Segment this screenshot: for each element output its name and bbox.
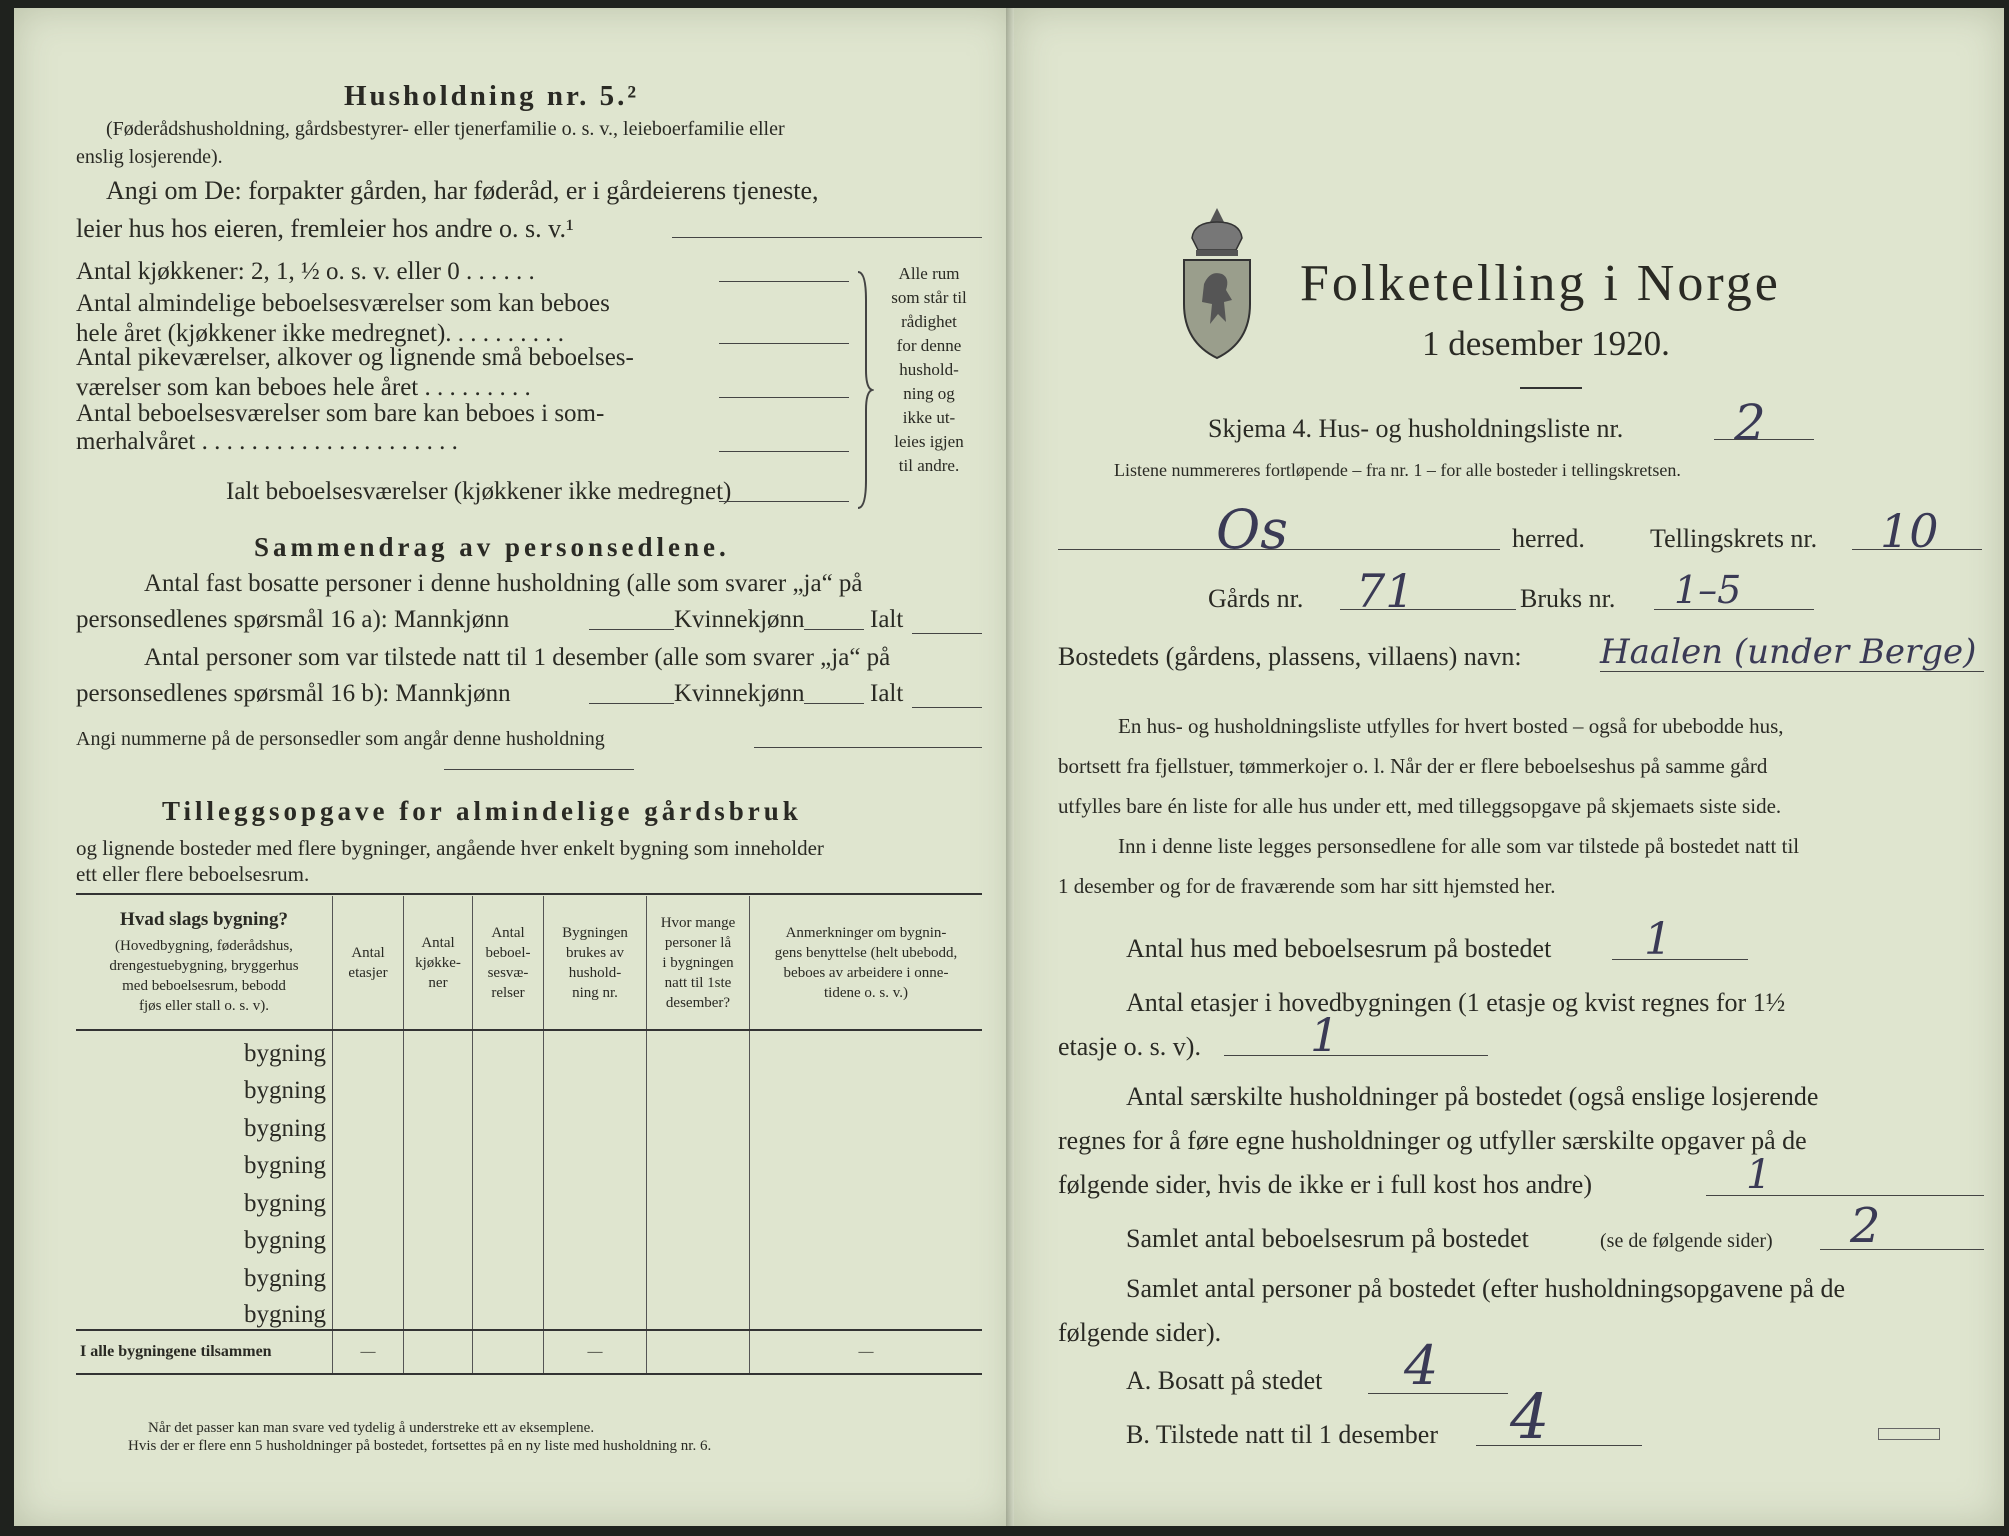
col-header-line: Hvor mange xyxy=(660,914,736,931)
side-note-line: for denne xyxy=(896,336,962,355)
building-persons-cell[interactable] xyxy=(647,1180,750,1218)
instruction-5: 1 desember og for de fraværende som har sitt hjemsted her. xyxy=(1058,874,1556,898)
col-building-desc: med beboelsesrum, bebodd xyxy=(122,977,286,994)
building-type-cell[interactable] xyxy=(76,1218,333,1256)
building-row-label: bygning xyxy=(244,1152,326,1179)
col-header-line: tidene o. s. v.) xyxy=(823,984,908,1001)
floors-line-2: etasje o. s. v). xyxy=(1058,1032,1201,1061)
col-remarks-header xyxy=(750,896,983,1030)
side-note-line: leies igjen xyxy=(894,432,964,451)
building-remarks-cell[interactable] xyxy=(750,1293,983,1331)
building-floors-cell[interactable] xyxy=(333,1180,404,1218)
footnote-1: Når det passer kan man svare ved tydelig å understreke ett av eksemplene. xyxy=(148,1420,595,1436)
households-line xyxy=(1706,1194,1984,1196)
general-rooms-label-1: Antal almindelige beboelsesværelser som kan beboes xyxy=(76,290,610,317)
instruction-2: bortsett fra fjellstuer, tømmerkojer o. l. Når der er flere beboelseshus på samme gård xyxy=(1058,754,1768,778)
building-type-cell[interactable] xyxy=(76,1293,333,1331)
fast-female-label: Kvinnekjønn xyxy=(674,606,805,633)
building-floors-cell[interactable] xyxy=(333,1105,404,1143)
building-kitchens-cell[interactable] xyxy=(404,1068,473,1106)
building-floors-cell[interactable] xyxy=(333,1293,404,1331)
bosatt-line xyxy=(1368,1392,1508,1394)
building-type-cell[interactable] xyxy=(76,1105,333,1143)
tilstede-line xyxy=(1476,1444,1642,1446)
fast-male-line[interactable] xyxy=(589,628,674,630)
building-rooms-cell[interactable] xyxy=(473,1255,544,1293)
col-header-line: ning nr. xyxy=(572,984,618,1001)
building-persons-cell[interactable] xyxy=(647,1255,750,1293)
general-rooms-answer-line[interactable] xyxy=(719,342,849,344)
side-note-line: ikke ut- xyxy=(902,408,956,427)
side-note-line: som står til xyxy=(891,288,967,307)
col-rooms-header xyxy=(473,896,544,1030)
col-header-line: Antal xyxy=(421,934,455,951)
col-persons-header xyxy=(647,896,750,1030)
building-used-cell[interactable] xyxy=(544,1218,647,1256)
instruction-3: utfylles bare én liste for alle hus under ett, med tilleggsopgave på skjemaets siste side. xyxy=(1058,794,1782,818)
household-title: Husholdning nr. 5.² xyxy=(344,80,640,112)
col-building-title: Hvad slags bygning? xyxy=(120,908,288,930)
col-header-line: i bygningen xyxy=(662,954,734,971)
present-total-line[interactable] xyxy=(912,706,982,708)
building-rooms-cell[interactable] xyxy=(473,1068,544,1106)
building-used-cell[interactable] xyxy=(544,1143,647,1181)
building-floors-cell[interactable] xyxy=(333,1030,404,1068)
census-date: 1 desember 1920. xyxy=(1422,324,1670,363)
col-floors-header xyxy=(333,896,404,1030)
maid-rooms-answer-line[interactable] xyxy=(719,396,849,398)
building-row-label: bygning xyxy=(244,1301,326,1328)
krets-line xyxy=(1852,548,1982,550)
building-type-cell[interactable] xyxy=(76,1180,333,1218)
instruction-1: En hus- og husholdningsliste utfylles for hvert bosted – også for ubebodde hus, xyxy=(1118,714,1784,738)
present-line-2: personsedlenes spørsmål 16 b): Mannkjønn xyxy=(76,680,511,707)
building-used-cell[interactable] xyxy=(544,1180,647,1218)
footnote-2: Hvis der er flere enn 5 husholdninger på bostedet, fortsettes på en ny liste med husholdning nr. 6. xyxy=(128,1438,712,1454)
herred-label: herred. xyxy=(1512,524,1585,553)
table-row xyxy=(76,1255,982,1293)
building-rooms-cell[interactable] xyxy=(473,1105,544,1143)
krets-label: Tellingskrets nr. xyxy=(1650,524,1818,553)
table-top-rule xyxy=(76,892,982,895)
rooms-total-line xyxy=(1820,1248,1984,1250)
side-note-line: ning og xyxy=(903,384,955,403)
bruks-label: Bruks nr. xyxy=(1520,584,1616,613)
col-header-line: beboel- xyxy=(485,944,531,961)
total-kitchens-cell[interactable] xyxy=(404,1330,473,1374)
col-header-line: Anmerkninger om bygnin- xyxy=(785,924,947,941)
coat-of-arms-icon xyxy=(1174,204,1260,364)
gards-value[interactable]: 71 xyxy=(1356,564,1415,618)
instruction-4: Inn i denne liste legges personsedlene for alle som var tilstede på bostedet natt til xyxy=(1118,834,1800,858)
farm-title: Tilleggsopgave for almindelige gårdsbruk xyxy=(162,796,802,826)
building-persons-cell[interactable] xyxy=(647,1105,750,1143)
buildings-table xyxy=(76,896,982,1375)
krets-value[interactable]: 10 xyxy=(1880,504,1939,558)
total-rooms-answer-line[interactable] xyxy=(719,500,849,502)
herred-value[interactable]: Os xyxy=(1216,498,1288,561)
rooms-total-value[interactable]: 2 xyxy=(1850,1198,1881,1254)
fast-line-1: Antal fast bosatte personer i denne husholdning (alle som svarer „ja“ på xyxy=(144,570,863,597)
building-used-cell[interactable] xyxy=(544,1293,647,1331)
building-rooms-cell[interactable] xyxy=(473,1218,544,1256)
building-kitchens-cell[interactable] xyxy=(404,1293,473,1331)
col-header-line: sesvæ- xyxy=(487,964,529,981)
household-note-2: enslig losjerende). xyxy=(76,146,223,168)
fast-total-line[interactable] xyxy=(912,632,982,634)
building-used-cell[interactable] xyxy=(544,1255,647,1293)
kitchens-answer-line[interactable] xyxy=(719,280,849,282)
bruks-value[interactable]: 1–5 xyxy=(1674,568,1742,612)
fast-female-line[interactable] xyxy=(804,628,864,630)
building-kitchens-cell[interactable] xyxy=(404,1143,473,1181)
total-floors-cell[interactable]: — xyxy=(333,1330,404,1374)
building-persons-cell[interactable] xyxy=(647,1218,750,1256)
farm-subtitle-2: ett eller flere beboelsesrum. xyxy=(76,862,310,886)
building-type-cell[interactable] xyxy=(76,1255,333,1293)
rooms-total-note: (se de følgende sider) xyxy=(1600,1230,1773,1252)
building-persons-cell[interactable] xyxy=(647,1030,750,1068)
col-header-line: Antal xyxy=(491,924,525,941)
houses-label: Antal hus med beboelsesrum på bostedet xyxy=(1126,934,1552,963)
building-kitchens-cell[interactable] xyxy=(404,1255,473,1293)
buildings-table-body xyxy=(76,1030,982,1330)
households-value[interactable]: 1 xyxy=(1746,1152,1772,1198)
side-note-line: hushold- xyxy=(899,360,959,379)
angi-line-1: Angi om De: forpakter gården, har føderåd, er i gårdeierens tjeneste, xyxy=(106,176,819,205)
building-row-label: bygning xyxy=(244,1227,326,1254)
building-used-cell[interactable] xyxy=(544,1105,647,1143)
building-row-label: bygning xyxy=(244,1264,326,1292)
building-row-label: bygning xyxy=(244,1039,326,1067)
kitchens-label: Antal kjøkkener: 2, 1, ½ o. s. v. eller 0 . . . . . . xyxy=(76,258,535,285)
building-used-cell[interactable] xyxy=(544,1068,647,1106)
table-row xyxy=(76,1068,982,1106)
building-row-label: bygning xyxy=(244,1077,326,1104)
building-remarks-cell[interactable] xyxy=(750,1068,983,1106)
building-type-cell[interactable] xyxy=(76,1030,333,1068)
summer-rooms-label-2: merhalvåret . . . . . . . . . . . . . . . . . . . . . xyxy=(76,428,458,455)
table-row xyxy=(76,1293,982,1331)
households-line-2: regnes for å føre egne husholdninger og utfyller særskilte opgaver på de xyxy=(1058,1126,1807,1155)
right-page xyxy=(1014,8,2004,1526)
col-header-line: desember? xyxy=(665,994,731,1011)
summer-rooms-answer-line[interactable] xyxy=(719,450,849,452)
total-rooms-cell[interactable] xyxy=(473,1330,544,1374)
bosatt-label: A. Bosatt på stedet xyxy=(1126,1366,1323,1395)
bosatt-value[interactable]: 4 xyxy=(1404,1334,1439,1397)
building-remarks-cell[interactable] xyxy=(750,1218,983,1256)
rooms-total-label: Samlet antal beboelsesrum på bostedet xyxy=(1126,1224,1529,1253)
fast-line-2: personsedlenes spørsmål 16 a): Mannkjønn xyxy=(76,606,510,633)
col-kitchens-header xyxy=(404,896,473,1030)
bosted-line xyxy=(1600,670,1984,672)
total-used-cell[interactable]: — xyxy=(544,1330,647,1374)
tilstede-label: B. Tilstede natt til 1 desember xyxy=(1126,1420,1438,1449)
households-line-1: Antal særskilte husholdninger på bostedet (også enslige losjerende xyxy=(1126,1082,1819,1111)
fast-total-label: Ialt xyxy=(870,606,904,633)
gards-line xyxy=(1340,608,1516,610)
col-building-desc: fjøs eller stall o. s. v). xyxy=(139,997,269,1014)
side-note-line: Alle rum xyxy=(898,264,960,283)
col-header-line: hushold- xyxy=(568,964,622,981)
persons-line-2: følgende sider). xyxy=(1058,1318,1222,1347)
floors-value[interactable]: 1 xyxy=(1310,1008,1340,1062)
floors-line-1: Antal etasjer i hovedbygningen (1 etasje og kvist regnes for 1½ xyxy=(1126,988,1786,1017)
persons-line-1: Samlet antal personer på bostedet (efter husholdningsopgavene på de xyxy=(1126,1274,1846,1303)
side-note-line: til andre. xyxy=(898,456,960,475)
building-rooms-cell[interactable] xyxy=(473,1030,544,1068)
table-row xyxy=(76,1218,982,1256)
col-header-line: relser xyxy=(491,984,525,1001)
building-floors-cell[interactable] xyxy=(333,1143,404,1181)
table-total-row xyxy=(76,1330,982,1374)
table-header-row xyxy=(76,896,982,1030)
angi-answer-line[interactable] xyxy=(672,236,982,238)
col-header-line: brukes av xyxy=(566,944,624,961)
left-page xyxy=(14,8,1014,1526)
skjema-value[interactable]: 2 xyxy=(1734,394,1766,452)
col-header-line: Antal xyxy=(351,944,385,961)
table-row xyxy=(76,1143,982,1181)
tilstede-value[interactable]: 4 xyxy=(1510,1380,1550,1453)
building-kitchens-cell[interactable] xyxy=(404,1105,473,1143)
building-row-label: bygning xyxy=(244,1114,326,1142)
households-line-3: følgende sider, hvis de ikke er i full kost hos andre) xyxy=(1058,1170,1592,1199)
col-building-desc: drengestuebygning, bryggerhus xyxy=(109,957,299,974)
skjema-label: Skjema 4. Hus- og husholdningsliste nr. xyxy=(1208,414,1624,443)
col-header-line: etasjer xyxy=(348,964,388,981)
building-floors-cell[interactable] xyxy=(333,1255,404,1293)
col-header-line: ner xyxy=(428,974,448,991)
total-row-label: I alle bygningene tilsammen xyxy=(76,1330,333,1374)
col-used-header xyxy=(544,896,647,1030)
table-row xyxy=(76,1105,982,1143)
col-building-desc: (Hovedbygning, føderådshus, xyxy=(115,937,293,954)
col-header-line: Bygningen xyxy=(562,924,628,941)
building-rooms-cell[interactable] xyxy=(473,1293,544,1331)
col-header-line: gens benyttelse (helt ubebodd, xyxy=(774,944,958,961)
building-remarks-cell[interactable] xyxy=(750,1180,983,1218)
summer-rooms-label-1: Antal beboelsesværelser som bare kan beboes i som- xyxy=(76,400,605,427)
present-line-1: Antal personer som var tilstede natt til 1 desember (alle som svarer „ja“ på xyxy=(144,644,891,671)
maid-rooms-label-1: Antal pikeværelser, alkover og lignende små beboelses- xyxy=(76,344,634,371)
building-rooms-cell[interactable] xyxy=(473,1180,544,1218)
section-divider xyxy=(444,768,634,770)
building-type-cell[interactable] xyxy=(76,1143,333,1181)
building-persons-cell[interactable] xyxy=(647,1293,750,1331)
table-row xyxy=(76,1180,982,1218)
col-header-line: beboes av arbeidere i onne- xyxy=(783,964,949,981)
title-divider xyxy=(1520,386,1582,389)
numbering-note: Listene nummereres fortløpende – fra nr. 1 – for alle bosteder i tellingskretsen. xyxy=(1114,460,1681,480)
col-header-line: personer lå xyxy=(664,934,732,951)
building-remarks-cell[interactable] xyxy=(750,1105,983,1143)
summary-title: Sammendrag av personsedlene. xyxy=(254,532,730,562)
building-kitchens-cell[interactable] xyxy=(404,1030,473,1068)
building-kitchens-cell[interactable] xyxy=(404,1218,473,1256)
houses-value[interactable]: 1 xyxy=(1644,914,1672,965)
present-total-label: Ialt xyxy=(870,680,904,707)
angi-line-2: leier hus hos eieren, fremleier hos andre o. s. v.¹ xyxy=(76,214,574,243)
building-kitchens-cell[interactable] xyxy=(404,1180,473,1218)
printer-stamp xyxy=(1878,1428,1940,1440)
present-female-line[interactable] xyxy=(804,702,864,704)
building-persons-cell[interactable] xyxy=(647,1143,750,1181)
maid-rooms-label-2: værelser som kan beboes hele året . . . . . . . . . xyxy=(76,374,531,401)
bruks-line xyxy=(1654,608,1814,610)
col-building-header xyxy=(76,896,333,1030)
rooms-side-note xyxy=(874,262,984,478)
building-remarks-cell[interactable] xyxy=(750,1030,983,1068)
numbers-answer-line[interactable] xyxy=(754,746,982,748)
herred-line xyxy=(1058,548,1500,550)
col-header-line: natt til 1ste xyxy=(664,974,732,991)
building-floors-cell[interactable] xyxy=(333,1218,404,1256)
bosted-label: Bostedets (gårdens, plassens, villaens) navn: xyxy=(1058,642,1522,671)
total-rooms-label: Ialt beboelsesværelser (kjøkkener ikke medregnet) xyxy=(226,478,732,505)
bosted-value[interactable]: Haalen (under Berge) xyxy=(1600,632,1977,672)
skjema-line xyxy=(1714,438,1814,440)
present-female-label: Kvinnekjønn xyxy=(674,680,805,707)
household-note-1: (Føderådshusholdning, gårdsbestyrer- eller tjenerfamilie o. s. v., leieboerfamilie eller xyxy=(106,118,785,140)
building-floors-cell[interactable] xyxy=(333,1068,404,1106)
gards-label: Gårds nr. xyxy=(1208,584,1304,613)
building-persons-cell[interactable] xyxy=(647,1068,750,1106)
building-rooms-cell[interactable] xyxy=(473,1143,544,1181)
side-note-line: rådighet xyxy=(901,312,957,331)
building-type-cell[interactable] xyxy=(76,1068,333,1106)
building-row-label: bygning xyxy=(244,1189,326,1217)
census-title: Folketelling i Norge xyxy=(1300,255,1781,312)
col-header-line: kjøkke- xyxy=(415,954,461,971)
general-rooms-label-2: hele året (kjøkkener ikke medregnet). . . . . . . . . . xyxy=(76,320,565,347)
farm-subtitle-1: og lignende bosteder med flere bygninger, angående hver enkelt bygning som inneholder xyxy=(76,836,824,860)
total-remarks-cell[interactable]: — xyxy=(858,1343,874,1360)
present-male-line[interactable] xyxy=(589,702,674,704)
houses-line xyxy=(1612,958,1748,960)
numbers-label: Angi nummerne på de personsedler som angår denne husholdning xyxy=(76,728,605,750)
total-persons-cell[interactable] xyxy=(647,1330,750,1374)
building-remarks-cell[interactable] xyxy=(750,1255,983,1293)
floors-line xyxy=(1224,1054,1488,1056)
brace-icon xyxy=(854,270,874,510)
table-row xyxy=(76,1030,982,1068)
building-remarks-cell[interactable] xyxy=(750,1143,983,1181)
building-used-cell[interactable] xyxy=(544,1030,647,1068)
